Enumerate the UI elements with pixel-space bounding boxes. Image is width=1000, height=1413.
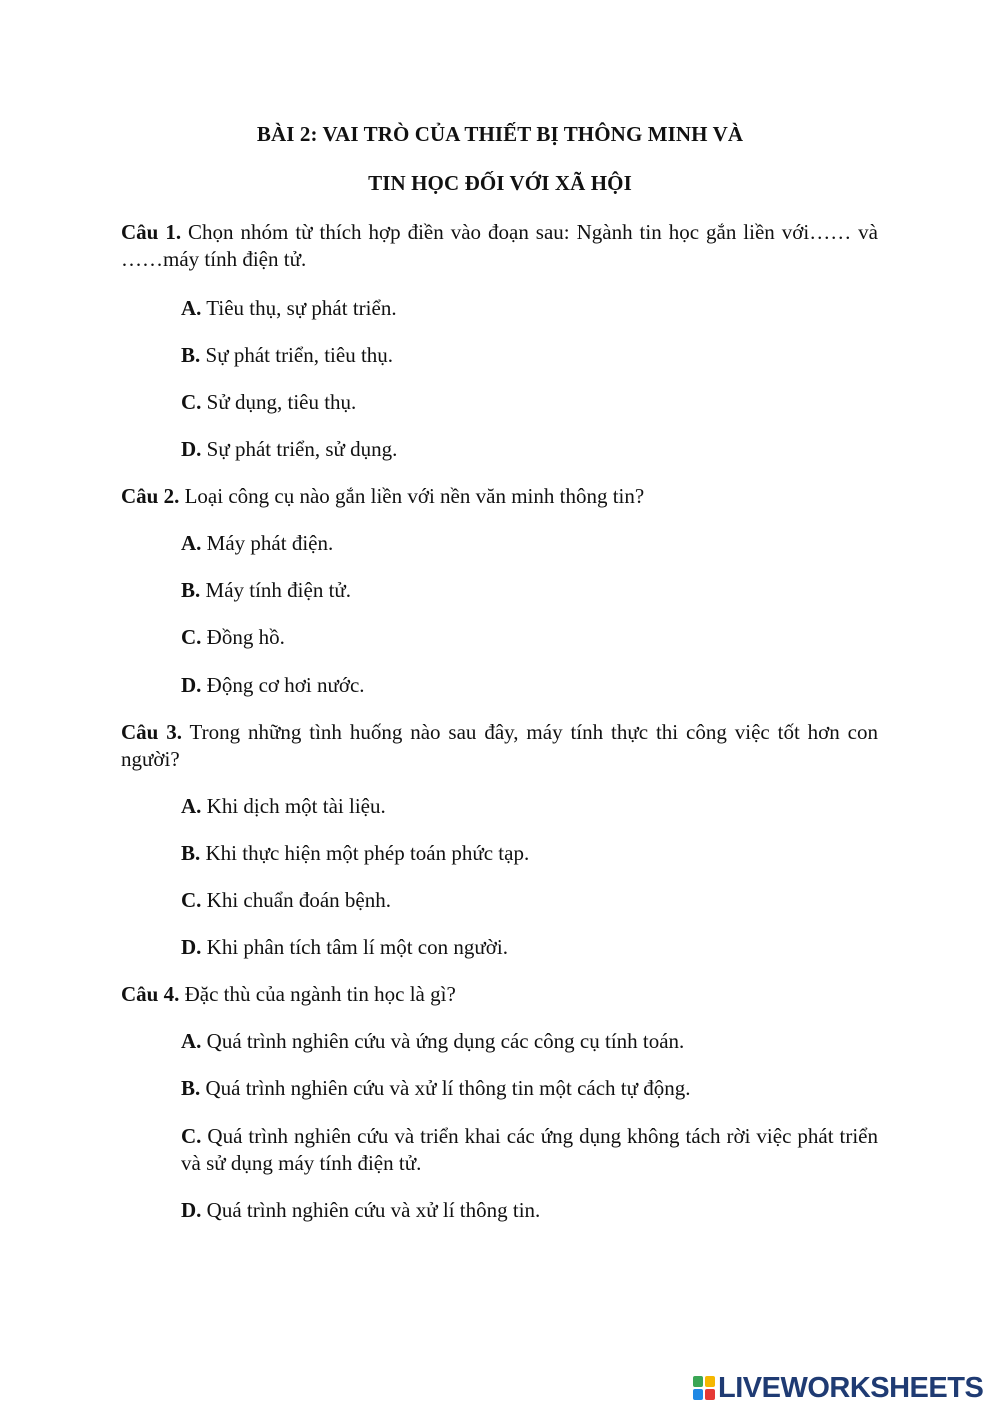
- option-text: Tiêu thụ, sự phát triển.: [201, 296, 397, 320]
- worksheet-title-line-2: TIN HỌC ĐỐI VỚI XÃ HỘI: [368, 171, 632, 195]
- option-label: A.: [181, 531, 202, 555]
- option-text: Đồng hồ.: [201, 625, 285, 649]
- question-1-option-b[interactable]: [181, 342, 878, 369]
- option-text: Máy phát điện.: [201, 531, 334, 555]
- question-text: Đặc thù của ngành tin học là gì?: [179, 982, 456, 1006]
- option-text: Quá trình nghiên cứu và xử lí thông tin một cách tự động.: [200, 1076, 691, 1100]
- option-text: Quá trình nghiên cứu và xử lí thông tin.: [201, 1198, 541, 1222]
- question-2: [121, 483, 878, 510]
- question-1-option-c[interactable]: [181, 389, 878, 416]
- option-label: D.: [181, 935, 202, 959]
- option-text: Khi chuẩn đoán bệnh.: [201, 888, 391, 912]
- question-2-option-d[interactable]: [181, 672, 878, 699]
- question-text: Trong những tình huống nào sau đây, máy tính thực thi công việc tốt hơn con người?: [121, 720, 878, 771]
- question-1: [121, 219, 878, 273]
- option-text: Máy tính điện tử.: [200, 578, 352, 602]
- liveworksheets-logo-icon: [693, 1376, 715, 1400]
- option-label: B.: [181, 841, 201, 865]
- question-text: Loại công cụ nào gắn liền với nền văn minh thông tin?: [179, 484, 645, 508]
- option-label: D.: [181, 1198, 202, 1222]
- question-3-option-c[interactable]: [181, 887, 878, 914]
- option-text: Sự phát triển, tiêu thụ.: [200, 343, 394, 367]
- question-4: [121, 981, 878, 1008]
- option-label: A.: [181, 296, 202, 320]
- option-text: Sử dụng, tiêu thụ.: [201, 390, 357, 414]
- question-2-option-c[interactable]: [181, 624, 878, 651]
- option-text: Khi thực hiện một phép toán phức tạp.: [200, 841, 530, 865]
- option-label: C.: [181, 888, 202, 912]
- question-3: [121, 719, 878, 773]
- option-text: Khi dịch một tài liệu.: [201, 794, 386, 818]
- question-label: Câu 1.: [121, 220, 182, 244]
- logo-square-red: [705, 1389, 715, 1400]
- option-text: Động cơ hơi nước.: [201, 673, 365, 697]
- option-text: Sự phát triển, sử dụng.: [201, 437, 398, 461]
- question-1-option-d[interactable]: [181, 436, 878, 463]
- option-label: B.: [181, 578, 201, 602]
- logo-square-blue: [693, 1389, 703, 1400]
- logo-square-green: [693, 1376, 703, 1387]
- question-4-option-b[interactable]: [181, 1075, 878, 1102]
- option-text: Quá trình nghiên cứu và ứng dụng các công cụ tính toán.: [201, 1029, 685, 1053]
- question-2-option-b[interactable]: [181, 577, 878, 604]
- question-2-option-a[interactable]: [181, 530, 878, 557]
- question-label: Câu 3.: [121, 720, 182, 744]
- liveworksheets-brand-text: LIVEWORKSHEETS: [718, 1371, 984, 1404]
- option-text: Khi phân tích tâm lí một con người.: [201, 935, 508, 959]
- question-label: Câu 4.: [121, 982, 180, 1006]
- option-label: D.: [181, 673, 202, 697]
- option-label: C.: [181, 625, 202, 649]
- question-text: Chọn nhóm từ thích hợp điền vào đoạn sau: Ngành tin học gắn liền với…… và ……máy tính điện tử.: [121, 220, 878, 271]
- worksheet-title-line-1: BÀI 2: VAI TRÒ CỦA THIẾT BỊ THÔNG MINH VÀ: [256, 122, 744, 146]
- question-3-option-b[interactable]: [181, 840, 878, 867]
- question-4-option-c[interactable]: [181, 1123, 878, 1177]
- option-label: A.: [181, 794, 202, 818]
- option-label: C.: [181, 390, 202, 414]
- question-3-option-a[interactable]: [181, 793, 878, 820]
- liveworksheets-logo[interactable]: [693, 1373, 983, 1403]
- question-1-option-a[interactable]: [181, 295, 878, 322]
- option-text: Quá trình nghiên cứu và triển khai các ứng dụng không tách rời việc phát triển và sử dụng máy tính điện tử.: [181, 1124, 878, 1175]
- option-label: B.: [181, 1076, 201, 1100]
- option-label: C.: [181, 1124, 202, 1148]
- question-3-option-d[interactable]: [181, 934, 878, 961]
- question-4-option-a[interactable]: [181, 1028, 878, 1055]
- option-label: D.: [181, 437, 202, 461]
- option-label: A.: [181, 1029, 202, 1053]
- question-label: Câu 2.: [121, 484, 180, 508]
- question-4-option-d[interactable]: [181, 1197, 878, 1224]
- option-label: B.: [181, 343, 201, 367]
- logo-square-yellow: [705, 1376, 715, 1387]
